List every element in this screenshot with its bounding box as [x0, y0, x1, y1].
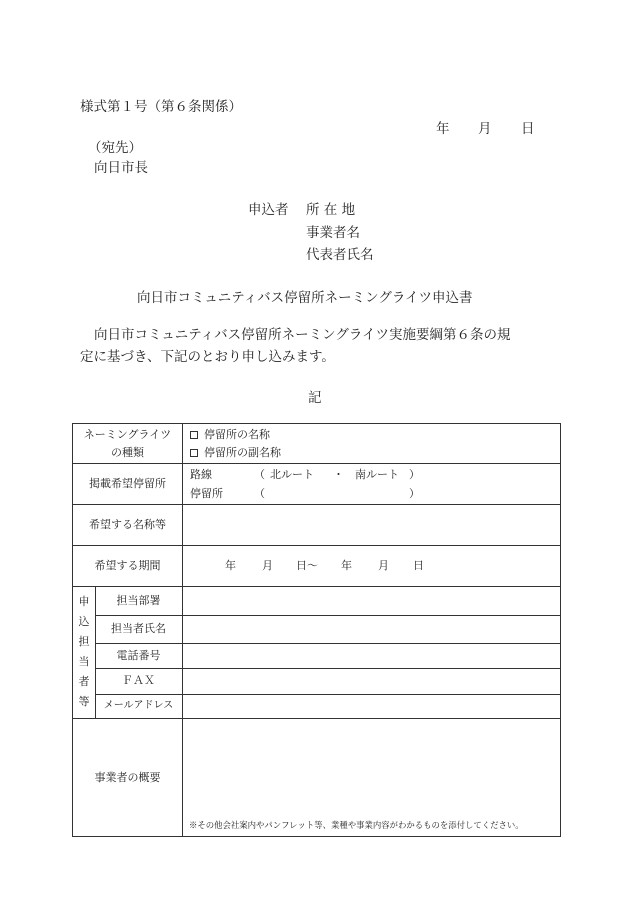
person-label: 担当者氏名: [111, 622, 166, 635]
route-separator: ・: [333, 468, 344, 481]
contact-vertical-3: 担: [78, 635, 90, 648]
type-option-1-label: 停留所の名称: [204, 428, 270, 441]
name-input-area[interactable]: [183, 505, 559, 545]
dept-label: 担当部署: [116, 594, 161, 607]
route-south[interactable]: 南ルート: [355, 468, 399, 481]
route-close: ）: [409, 468, 420, 481]
stop-label: 掲載希望停留所: [89, 477, 166, 490]
fax-label: ＦＡＸ: [122, 674, 155, 687]
contact-vertical-2: 込: [78, 615, 90, 628]
overview-label: 事業者の概要: [94, 771, 161, 784]
body-line-2: 定に基づき、下記のとおり申し込みます。: [80, 349, 335, 365]
type-option-1[interactable]: [190, 428, 270, 442]
application-table: [72, 423, 561, 837]
contact-vertical-5: 者: [78, 675, 90, 688]
type-option-2-label: 停留所の副名称: [204, 446, 281, 459]
date-year-label: 年: [436, 121, 450, 137]
stop-field-label: 停留所: [190, 487, 223, 500]
form-number: 様式第１号（第６条関係）: [80, 99, 242, 115]
document-title: 向日市コミュニティバス停留所ネーミングライツ申込書: [137, 290, 473, 306]
type-label-1: ネーミングライツ: [83, 428, 172, 441]
checkbox-stop-name[interactable]: [190, 431, 198, 439]
stop-open: （: [254, 487, 265, 500]
address-label: 所 在 地: [306, 202, 356, 218]
route-open: （: [254, 468, 265, 481]
recipient: 向日市長: [94, 160, 148, 176]
type-option-2[interactable]: [190, 446, 281, 460]
phone-input-area[interactable]: [183, 644, 559, 668]
period-month-2: 月: [378, 559, 389, 572]
person-input-area[interactable]: [183, 616, 559, 643]
phone-label: 電話番号: [116, 649, 161, 662]
dept-input-area[interactable]: [183, 587, 559, 615]
contact-vertical-6: 等: [78, 695, 90, 708]
period-year-2: 年: [341, 559, 352, 572]
recipient-prefix: （宛先）: [88, 140, 142, 156]
period-day-from: 日～: [296, 559, 318, 572]
overview-note: ※その他会社案内やパンフレット等、業種や事業内容がわかるものを添付してください。: [189, 820, 524, 830]
route-north[interactable]: 北ルート: [270, 468, 314, 481]
representative-label: 代表者氏名: [306, 247, 374, 263]
email-label: メールアドレス: [103, 700, 174, 711]
name-label: 希望する名称等: [89, 518, 166, 531]
period-day-2: 日: [413, 559, 424, 572]
date-month-label: 月: [478, 121, 492, 137]
period-month-1: 月: [262, 559, 273, 572]
stop-close: ）: [409, 487, 420, 500]
type-label-2: の種類: [111, 446, 144, 459]
fax-input-area[interactable]: [183, 669, 559, 694]
applicant-label: 申込者: [248, 202, 289, 218]
checkbox-stop-subname[interactable]: [190, 449, 198, 457]
period-label: 希望する期間: [94, 559, 161, 572]
route-label: 路線: [190, 468, 212, 481]
email-input-area[interactable]: [183, 695, 559, 718]
contact-vertical-1: 申: [78, 595, 90, 608]
period-year-1: 年: [225, 559, 236, 572]
contact-vertical-4: 当: [78, 655, 90, 668]
date-day-label: 日: [521, 121, 535, 137]
body-line-1: 向日市コミュニティバス停留所ネーミングライツ実施要綱第６条の規: [94, 327, 511, 343]
overview-input-area[interactable]: [183, 719, 559, 815]
business-name-label: 事業者名: [306, 225, 360, 241]
ki-heading: 記: [308, 390, 322, 406]
